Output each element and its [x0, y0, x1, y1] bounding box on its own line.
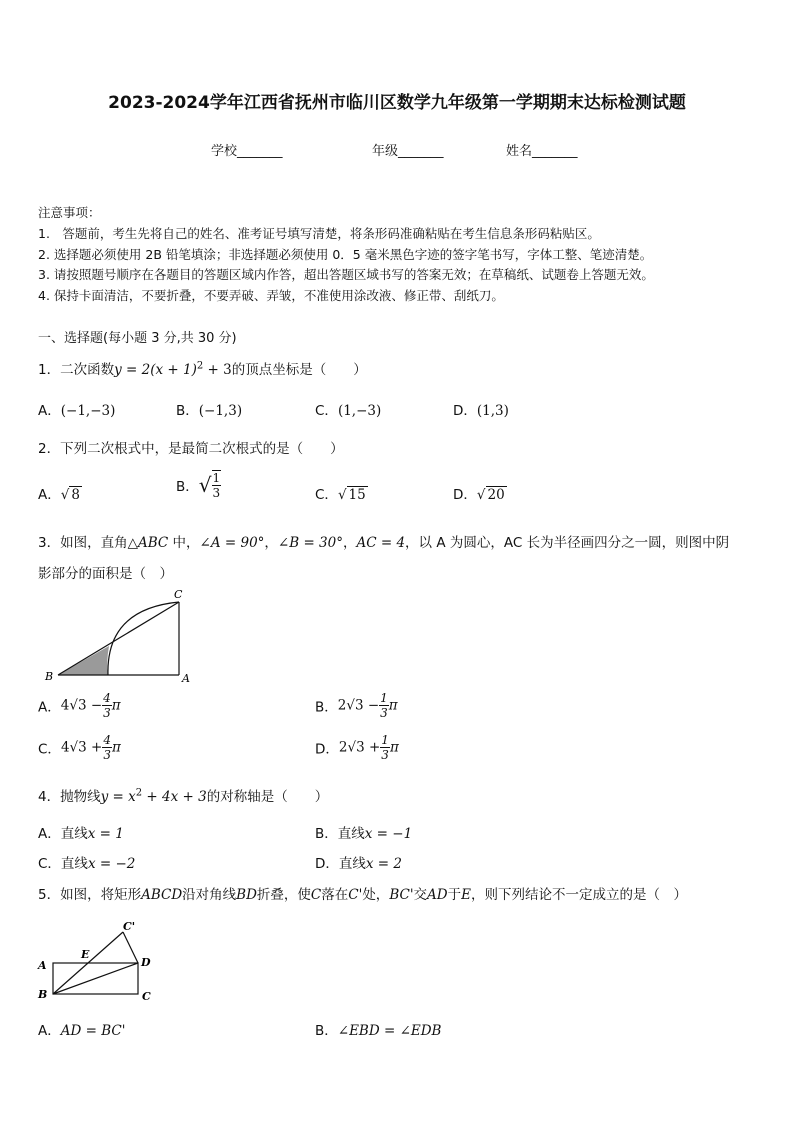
q2-option-b[interactable]: B．√ $\frac{1}{3}$	[176, 471, 221, 500]
q2-option-c[interactable]: C．√ 15	[315, 487, 366, 503]
notes-heading: 注意事项：	[38, 205, 101, 220]
section-heading: 一、选择题(每小题 3 分,共 30 分)	[38, 331, 237, 346]
note-item: 2. 选择题必须使用 2B 铅笔填涂；非选择题必须使用 0．5 毫米黑色字迹的签字笔书写，字体工整、笔迹清楚。	[38, 247, 653, 262]
q3-option-a[interactable]: A．4√3 − $\frac{4}{3}$ π	[38, 691, 121, 720]
q1-option-a[interactable]: A．(−1,−3)	[38, 403, 116, 419]
grade-field: 年级_______	[372, 144, 444, 159]
question-1: 1．二次函数$y = 2(x + 1)^2 + 3$的顶点坐标是（ ）	[38, 360, 367, 378]
question-3-line-2: 影部分的面积是（ ）	[38, 566, 173, 582]
label-c: C	[174, 588, 183, 601]
q5-option-b[interactable]: B．∠EBD = ∠EDB	[315, 1023, 442, 1039]
q4-option-c[interactable]: C．直线x = −2	[38, 856, 136, 872]
question-4: 4．抛物线$y = x^2 + 4x + 3$的对称轴是（ ）	[38, 787, 329, 805]
q4-option-d[interactable]: D．直线x = 2	[315, 856, 403, 872]
q5-option-a[interactable]: A．AD = BC'	[38, 1023, 126, 1039]
question-3-line-1: 3．如图，直角△ABC 中，∠A = 90°，∠B = 30°，AC = 4，以 A 为圆心，AC 长为半径画四分之一圆，则图中阴	[38, 535, 730, 551]
note-item: 1. 答题前，考生先将自己的姓名、准考证号填写清楚，将条形码准确粘贴在考生信息条形码粘贴区。	[38, 226, 600, 241]
q1-option-c[interactable]: C．(1,−3)	[315, 403, 382, 419]
q3-option-d[interactable]: D．2√3 + $\frac{1}{3}$ π	[315, 733, 399, 762]
note-item: 3. 请按照题号顺序在各题目的答题区域内作答，超出答题区域书写的答案无效；在草稿纸、试题卷上答题无效。	[38, 267, 654, 282]
question-5: 5．如图，将矩形ABCD沿对角线BD折叠，使C落在C'处，BC'交AD于E，则下列结论不一定成立的是（ ）	[38, 887, 687, 903]
q2-option-a[interactable]: A．√ 8	[38, 487, 80, 503]
q3-figure	[40, 585, 200, 685]
page-title: 2023-2024学年江西省抚州市临川区数学九年级第一学期期末达标检测试题	[108, 93, 686, 113]
question-2: 2．下列二次根式中，是最简二次根式的是（ ）	[38, 441, 344, 457]
label-b: B	[45, 670, 54, 683]
q2-option-d[interactable]: D．√ 20	[453, 487, 505, 503]
label-e: E	[81, 948, 90, 961]
label-b: B	[38, 988, 48, 1001]
diagonal-bd	[53, 963, 138, 994]
label-c: C	[142, 990, 151, 1003]
label-a: A	[182, 672, 190, 685]
q4-option-b[interactable]: B．直线x = −1	[315, 826, 413, 842]
q1-option-d[interactable]: D．(1,3)	[453, 403, 509, 419]
q1-option-b[interactable]: B．(−1,3)	[176, 403, 243, 419]
note-item: 4. 保持卡面清洁，不要折叠，不要弄破、弄皱，不准使用涂改液、修正带、刮纸刀。	[38, 288, 504, 303]
folded-dc1	[123, 932, 138, 963]
q5-figure	[30, 918, 170, 1008]
side-bc	[58, 602, 179, 675]
label-d: D	[141, 956, 151, 969]
label-c1: C'	[123, 920, 136, 933]
q3-option-b[interactable]: B．2√3 − $\frac{1}{3}$ π	[315, 691, 398, 720]
q4-option-a[interactable]: A．直线x = 1	[38, 826, 124, 842]
label-a: A	[38, 959, 47, 972]
school-field: 学校_______	[211, 144, 283, 159]
q3-option-c[interactable]: C．4√3 + $\frac{4}{3}$ π	[38, 733, 121, 762]
name-field: 姓名_______	[506, 144, 578, 159]
